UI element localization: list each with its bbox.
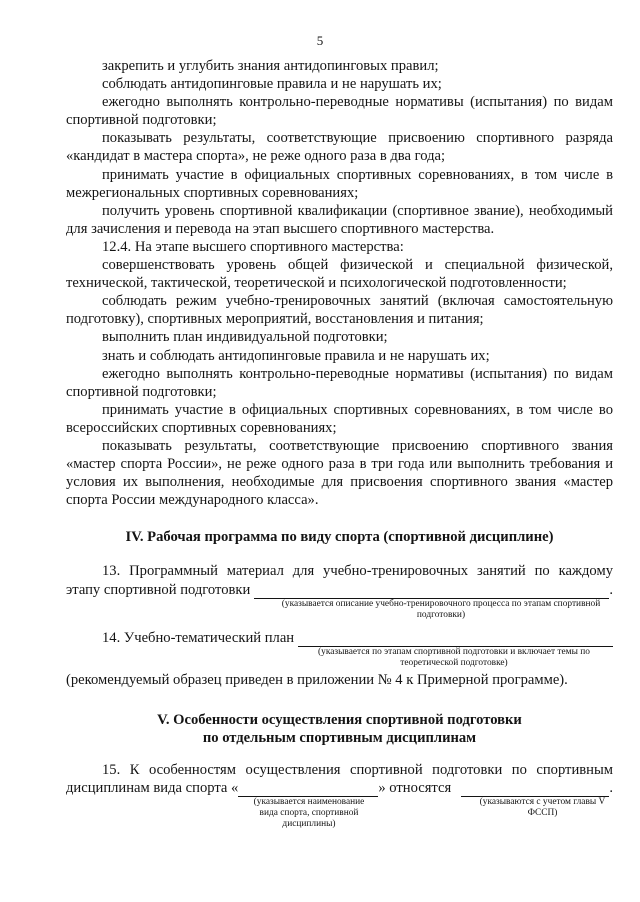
item-15-line-1: 15. К особенностям осуществления спортивной подготовки по спортивным (102, 762, 613, 778)
paragraph: совершенствовать уровень общей физической и специальной физической, технической, тактической, теоретической и психологической подготовленности; (66, 257, 613, 292)
paragraph: получить уровень спортивной квалификации (спортивное звание), необходимый для зачисления и перевода на этап высшего спортивного мастерства. (66, 202, 613, 237)
paragraph: ежегодно выполнять контрольно-переводные нормативы (испытания) по видам спортивной подготовки; (66, 94, 613, 129)
paragraph: 12.4. На этапе высшего спортивного мастерства: (102, 238, 404, 255)
item-15-end: . (609, 780, 613, 797)
item-13-end: . (609, 581, 613, 598)
paragraph: показывать результаты, соответствующие присвоению спортивного разряда «кандидат в мастера спорта», не реже одного раза в два года; (66, 130, 613, 165)
page-number: 5 (316, 33, 324, 48)
paragraph: знать и соблюдать антидопинговые правила и не нарушать их; (102, 347, 490, 364)
paragraph: показывать результаты, соответствующие присвоению спортивного звания «мастер спорта России», не реже одного раза в три года или выполнить требования и условия их выполнения, необходимые для присвоения спортивного звания «мастер спорта России международного класса». (66, 437, 613, 509)
item-14-line-2: (рекомендуемый образец приведен в приложении № 4 к Примерной программе). (66, 671, 568, 688)
item-13-note: (указывается описание учебно-тренировочного процесса по этапам спортивной подготовки) (281, 598, 601, 620)
paragraph: принимать участие в официальных спортивных соревнованиях, в том числе в межрегиональных спортивных соревнованиях; (66, 166, 613, 201)
item-13-line-2 (66, 581, 613, 599)
item-13-note-row (66, 599, 613, 623)
item-15-blank-sport (238, 782, 378, 797)
paragraph: принимать участие в официальных спортивных соревнованиях, в том числе во всероссийских спортивных соревнованиях; (66, 401, 613, 436)
document-body (66, 57, 613, 835)
item-14-line-1-text: 14. Учебно-тематический план (102, 629, 295, 646)
item-15-line-2-text-a: дисциплинам вида спорта « (66, 780, 239, 797)
paragraph: выполнить план индивидуальной подготовки; (102, 329, 388, 346)
paragraph-list (66, 57, 613, 509)
item-15-line-2-text-b: » относятся (378, 780, 452, 797)
item-15-note-left: (указывается наименование вида спорта, спортивной дисциплины) (253, 797, 365, 830)
item-15-blank-features (461, 782, 609, 797)
item-15-note-row (66, 797, 613, 835)
section-5-heading-line-2: по отдельным спортивным дисциплинам (202, 729, 477, 746)
section-5-heading-line-1: V. Особенности осуществления спортивной подготовки (157, 711, 522, 728)
paragraph: соблюдать антидопинговые правила и не нарушать их; (102, 76, 442, 93)
item-13-line-1: 13. Программный материал для учебно-тренировочных занятий по каждому (102, 563, 613, 580)
paragraph: закрепить и углубить знания антидопинговых правил; (102, 58, 439, 74)
paragraph: ежегодно выполнять контрольно-переводные нормативы (испытания) по видам спортивной подготовки; (66, 365, 613, 400)
item-15-note-right: (указываются с учетом главы V ФССП) (479, 797, 606, 819)
item-15-line-2 (66, 779, 613, 797)
section-5-heading (66, 711, 613, 747)
section-4-heading: IV. Рабочая программа по виду спорта (спортивной дисциплине) (125, 529, 554, 546)
paragraph: соблюдать режим учебно-тренировочных занятий (включая самостоятельную подготовку), спортивных мероприятий, восстановления и питания; (66, 293, 613, 328)
item-13-line-2-text: этапу спортивной подготовки (66, 581, 251, 598)
item-13-blank (254, 584, 609, 599)
item-14-blank (298, 632, 613, 647)
item-14-note-row (66, 647, 613, 671)
item-14-note: (указывается по этапам спортивной подготовки и включает темы по теоретической подготовке) (318, 646, 590, 668)
item-14-line-1 (66, 629, 613, 647)
